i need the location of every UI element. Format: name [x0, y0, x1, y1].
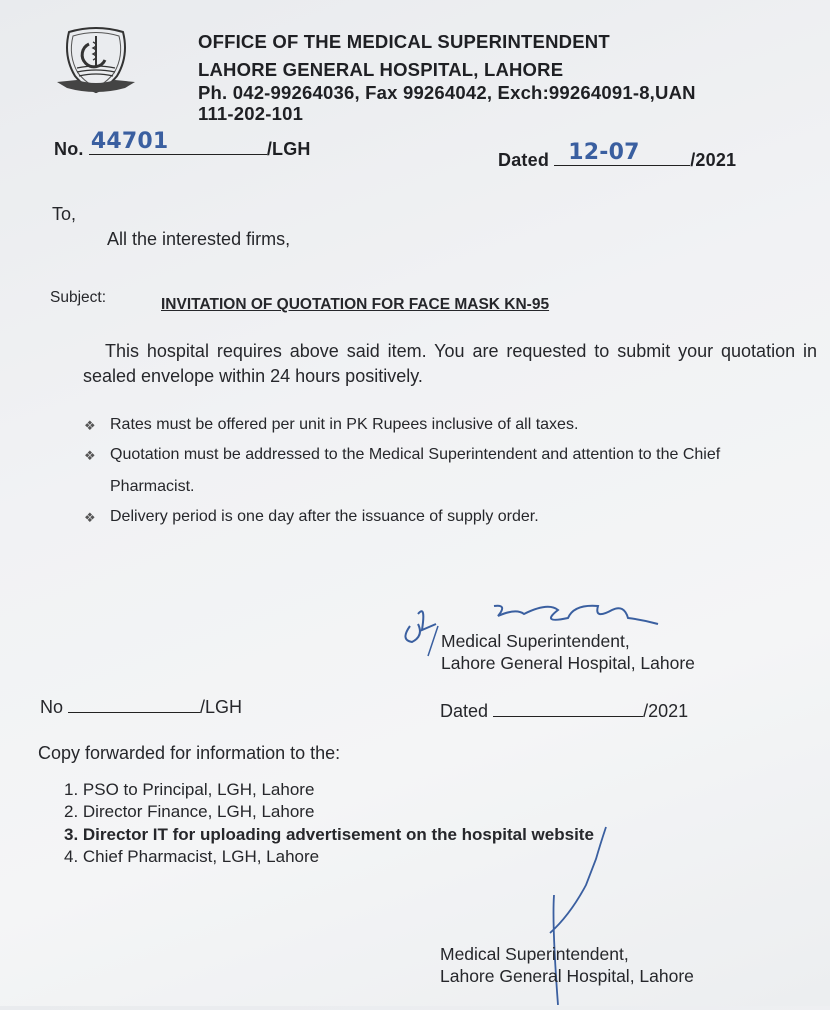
copy-item: 1. PSO to Principal, LGH, Lahore — [64, 780, 315, 799]
reference-number — [54, 129, 311, 160]
signature2-org: Lahore General Hospital, Lahore — [440, 966, 694, 986]
copy-reference-number — [40, 697, 242, 718]
no-suffix: /LGH — [266, 139, 311, 159]
copy-dated-label: Dated — [440, 701, 489, 721]
copy-item: 4. Chief Pharmacist, LGH, Lahore — [64, 847, 320, 866]
header-office: OFFICE OF THE MEDICAL SUPERINTENDENT — [198, 31, 610, 52]
hospital-logo — [55, 26, 137, 98]
header-uan: 111-202-101 — [198, 103, 304, 124]
copy-no-suffix: /LGH — [200, 697, 243, 717]
bullet-icon: ❖ — [84, 510, 96, 525]
copy-item: 2. Director Finance, LGH, Lahore — [64, 802, 315, 821]
copy-reference-date — [440, 701, 688, 722]
header-contact: Ph. 042-99264036, Fax 99264042, Exch:99264091-8,UAN — [198, 82, 696, 103]
bullet-icon: ❖ — [84, 448, 96, 463]
bullet-quotation: Quotation must be addressed to the Medical Superintendent and attention to the Chief — [110, 446, 721, 463]
recipient: All the interested firms, — [107, 229, 291, 249]
copy-dated-suffix: /2021 — [643, 701, 689, 721]
bullet-icon: ❖ — [84, 418, 96, 433]
to-label: To, — [52, 204, 77, 224]
copy-item: 3. Director IT for uploading advertisement on the hospital website — [64, 825, 594, 844]
handwritten-number: 44701 — [90, 129, 169, 154]
bullet-delivery: Delivery period is one day after the issuance of supply order. — [110, 508, 539, 525]
dated-label: Dated — [498, 150, 550, 170]
no-label: No. — [54, 139, 84, 159]
signature1-title: Medical Superintendent, — [441, 631, 630, 651]
subject-label: Subject: — [50, 289, 107, 306]
header-hospital: LAHORE GENERAL HOSPITAL, LAHORE — [198, 59, 564, 80]
body-paragraph: This hospital requires above said item. You are requested to submit your quotation in sealed envelope within 24 hours positively. — [83, 341, 817, 386]
reference-date — [498, 140, 737, 171]
copy-intro: Copy forwarded for information to the: — [38, 743, 341, 763]
dated-suffix: /2021 — [690, 150, 737, 170]
bullet-quotation-cont: Pharmacist. — [110, 478, 195, 495]
copy-no-label: No — [40, 697, 64, 717]
bullet-rates: Rates must be offered per unit in PK Rupees inclusive of all taxes. — [110, 416, 579, 433]
handwritten-date: 12-07 — [568, 140, 640, 165]
signature1-org: Lahore General Hospital, Lahore — [441, 653, 695, 673]
signature2-title: Medical Superintendent, — [440, 944, 629, 964]
subject-title: INVITATION OF QUOTATION FOR FACE MASK KN-95 — [161, 296, 550, 313]
